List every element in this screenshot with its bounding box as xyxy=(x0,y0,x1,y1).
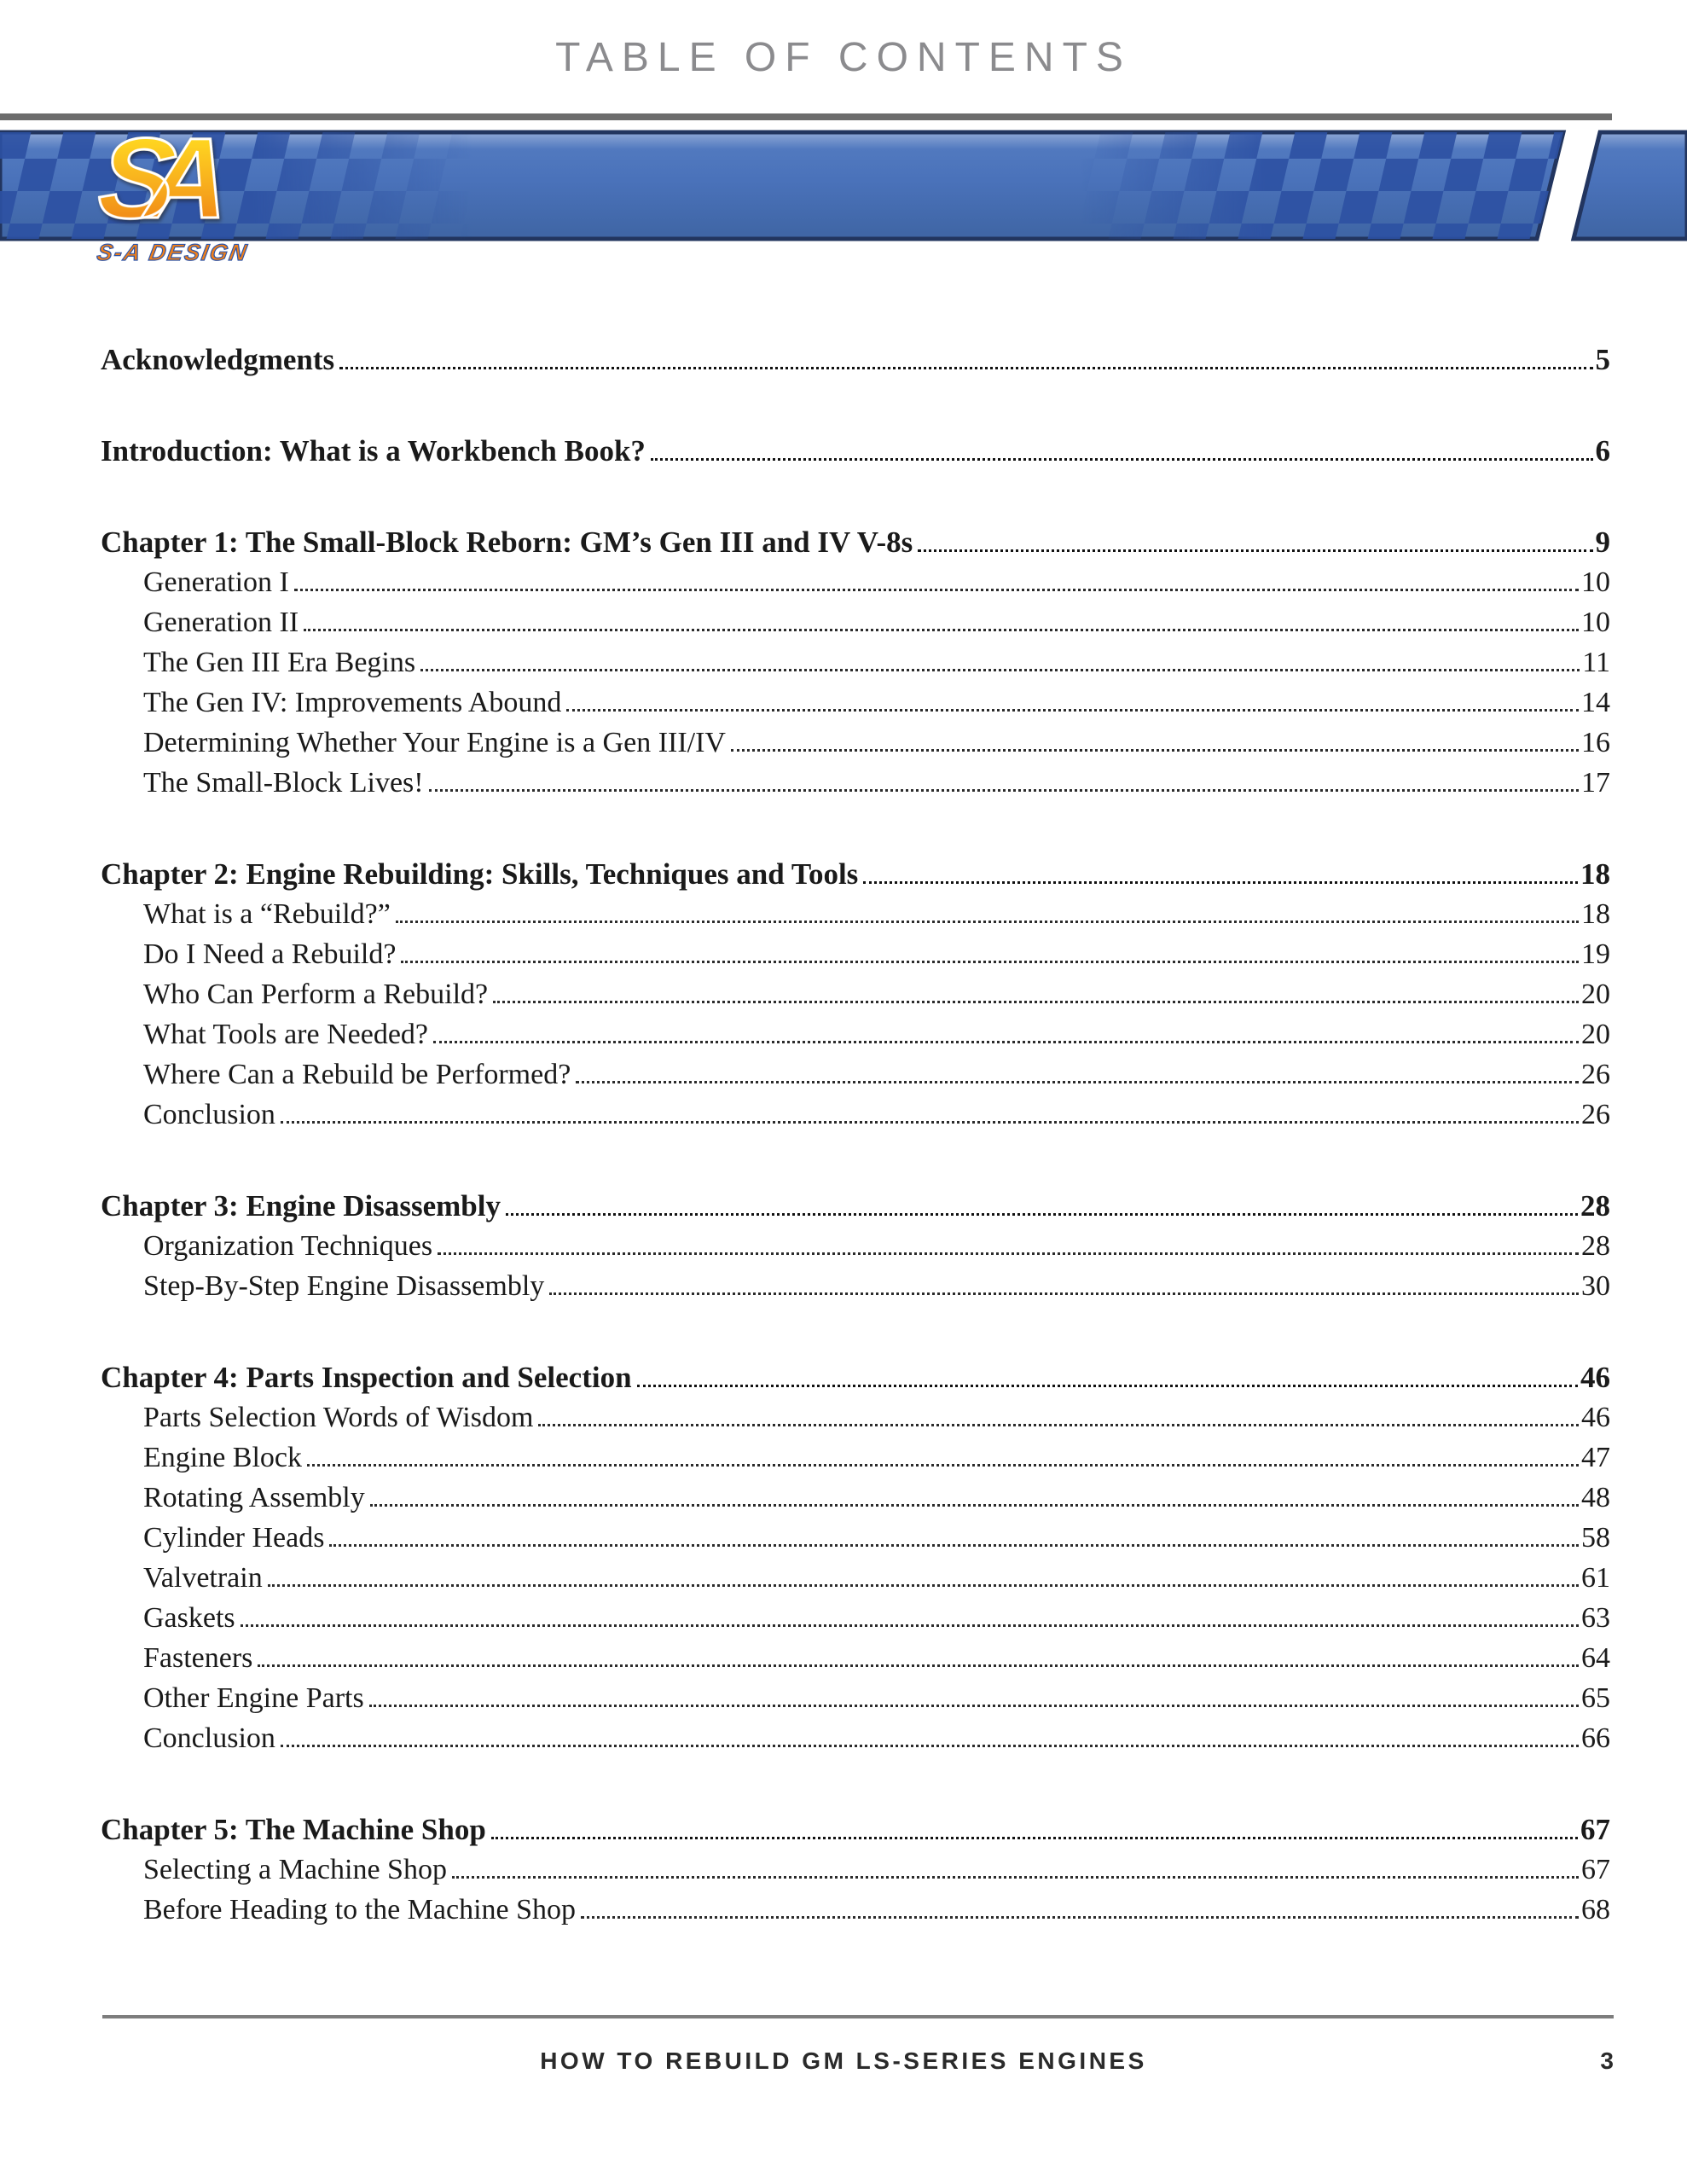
toc-dot-leader xyxy=(294,586,1579,591)
toc-entry-page: 26 xyxy=(1581,1059,1610,1090)
toc-entry-label: Chapter 3: Engine Disassembly xyxy=(101,1189,501,1223)
toc-entry xyxy=(101,1266,1610,1306)
toc-dot-leader xyxy=(268,1582,1579,1587)
toc-entry xyxy=(101,1438,1610,1478)
toc-entry-page: 6 xyxy=(1595,434,1610,468)
sa-design-logo xyxy=(95,115,273,242)
toc-entry-page: 16 xyxy=(1581,727,1610,758)
toc-entry xyxy=(101,522,1610,562)
toc-dot-leader xyxy=(538,1421,1579,1426)
toc-entry-label: Generation I xyxy=(143,566,289,598)
toc-entry-label: The Gen IV: Improvements Abound xyxy=(143,687,562,718)
toc-dot-leader xyxy=(401,958,1579,963)
page-title: TABLE OF CONTENTS xyxy=(555,35,1132,80)
toc-entry-label: Chapter 1: The Small-Block Reborn: GM’s Gen III and IV V-8s xyxy=(101,526,913,559)
toc-dot-leader xyxy=(429,787,1579,792)
toc-dot-leader xyxy=(566,706,1579,712)
toc-entry-page: 61 xyxy=(1581,1562,1610,1594)
toc-entry-page: 64 xyxy=(1581,1642,1610,1674)
toc-entry xyxy=(101,340,1610,380)
toc-entry-label: Conclusion xyxy=(143,1099,275,1130)
toc-entry xyxy=(101,763,1610,803)
toc-entry-label: Generation II xyxy=(143,607,299,638)
toc-entry xyxy=(101,562,1610,602)
toc-entry-label: Selecting a Machine Shop xyxy=(143,1854,447,1885)
sa-monogram: SA xyxy=(95,115,205,242)
toc-entry xyxy=(101,1226,1610,1266)
toc-entry-label: The Gen III Era Begins xyxy=(143,647,416,678)
toc-entry-label: The Small-Block Lives! xyxy=(143,767,424,799)
toc-entry-page: 5 xyxy=(1595,343,1610,376)
toc-dot-leader xyxy=(581,1914,1579,1919)
toc-entry xyxy=(101,1718,1610,1758)
toc-dot-leader xyxy=(281,1742,1579,1747)
toc-entry xyxy=(101,1478,1610,1518)
toc-entry-page: 18 xyxy=(1581,898,1610,930)
footer-page-number: 3 xyxy=(1600,2048,1614,2074)
toc-dot-leader xyxy=(549,1290,1579,1295)
toc-entry-page: 19 xyxy=(1581,938,1610,970)
toc-entry-page: 20 xyxy=(1581,979,1610,1010)
toc-entry-page: 26 xyxy=(1581,1099,1610,1130)
toc-dot-leader xyxy=(241,1622,1579,1627)
toc-entry-page: 68 xyxy=(1581,1894,1610,1926)
toc-group xyxy=(101,522,1610,803)
toc-entry-page: 66 xyxy=(1581,1722,1610,1754)
toc-dot-leader xyxy=(258,1662,1579,1667)
toc-entry-label: Who Can Perform a Rebuild? xyxy=(143,979,489,1010)
toc-dot-leader xyxy=(329,1542,1579,1547)
toc-entry-page: 28 xyxy=(1580,1189,1610,1223)
toc-entry-page: 46 xyxy=(1580,1361,1610,1394)
toc-entry-label: Parts Selection Words of Wisdom xyxy=(143,1402,534,1433)
toc-entry xyxy=(101,431,1610,471)
toc-group xyxy=(101,1186,1610,1306)
toc-entry-label: Introduction: What is a Workbench Book? xyxy=(101,434,646,468)
sa-design-wordmark: S-A DESIGN xyxy=(95,240,251,265)
toc-dot-leader xyxy=(731,746,1579,752)
toc-entry xyxy=(101,1518,1610,1558)
header-divider xyxy=(0,113,1612,120)
toc-entry-label: Determining Whether Your Engine is a Gen III/IV xyxy=(143,727,726,758)
toc-entry-page: 65 xyxy=(1581,1682,1610,1714)
toc-dot-leader xyxy=(307,1461,1579,1467)
toc-entry-page: 46 xyxy=(1581,1402,1610,1433)
toc-entry-label: Acknowledgments xyxy=(101,343,335,376)
toc-entry xyxy=(101,1357,1610,1397)
toc-dot-leader xyxy=(420,666,1580,671)
toc-entry xyxy=(101,1678,1610,1718)
toc-entry xyxy=(101,894,1610,934)
toc-entry xyxy=(101,1598,1610,1638)
toc-entry-label: Conclusion xyxy=(143,1722,275,1754)
toc-list xyxy=(101,340,1610,1930)
toc-entry xyxy=(101,1186,1610,1226)
toc-entry xyxy=(101,1014,1610,1054)
toc-entry-label: What is a “Rebuild?” xyxy=(143,898,391,930)
toc-entry xyxy=(101,1558,1610,1598)
toc-entry-label: What Tools are Needed? xyxy=(143,1019,429,1050)
toc-dot-leader xyxy=(370,1502,1579,1507)
toc-entry-label: Chapter 4: Parts Inspection and Selection xyxy=(101,1361,632,1394)
toc-entry-page: 18 xyxy=(1580,857,1610,891)
toc-entry-label: Engine Block xyxy=(143,1442,303,1473)
toc-entry xyxy=(101,1054,1610,1095)
toc-entry xyxy=(101,723,1610,763)
toc-entry-page: 47 xyxy=(1581,1442,1610,1473)
toc-entry xyxy=(101,1397,1610,1438)
toc-dot-leader xyxy=(438,1250,1579,1255)
toc-entry xyxy=(101,1809,1610,1850)
toc-entry-page: 63 xyxy=(1581,1602,1610,1634)
toc-entry xyxy=(101,934,1610,974)
toc-entry-page: 20 xyxy=(1581,1019,1610,1050)
toc-entry-page: 67 xyxy=(1581,1854,1610,1885)
toc-entry-label: Before Heading to the Machine Shop xyxy=(143,1894,577,1926)
toc-entry-page: 9 xyxy=(1595,526,1610,559)
toc-entry-page: 10 xyxy=(1581,607,1610,638)
toc-entry-page: 48 xyxy=(1581,1482,1610,1513)
toc-dot-leader xyxy=(369,1702,1579,1707)
toc-group xyxy=(101,1809,1610,1930)
toc-entry-page: 58 xyxy=(1581,1522,1610,1554)
toc-entry xyxy=(101,1638,1610,1678)
toc-entry xyxy=(101,602,1610,642)
toc-entry-page: 67 xyxy=(1580,1813,1610,1846)
footer-book-title: HOW TO REBUILD GM LS-SERIES ENGINES xyxy=(540,2048,1147,2074)
footer-divider xyxy=(102,2015,1614,2018)
toc-entry xyxy=(101,1890,1610,1930)
toc-dot-leader xyxy=(637,1382,1578,1387)
toc-entry xyxy=(101,1850,1610,1890)
toc-entry-page: 28 xyxy=(1581,1230,1610,1262)
toc-entry xyxy=(101,854,1610,894)
toc-entry xyxy=(101,642,1610,682)
toc-group xyxy=(101,431,1610,471)
toc-dot-leader xyxy=(493,998,1579,1003)
toc-entry-page: 10 xyxy=(1581,566,1610,598)
toc-dot-leader xyxy=(651,456,1593,461)
toc-dot-leader xyxy=(491,1834,1578,1839)
toc-entry-label: Rotating Assembly xyxy=(143,1482,365,1513)
toc-entry-label: Valvetrain xyxy=(143,1562,263,1594)
toc-dot-leader xyxy=(396,918,1579,923)
toc-entry-label: Step-By-Step Engine Disassembly xyxy=(143,1270,545,1302)
banner-right-fragment xyxy=(1574,132,1687,239)
toc-entry-page: 30 xyxy=(1581,1270,1610,1302)
toc-entry-page: 17 xyxy=(1581,767,1610,799)
toc-group xyxy=(101,340,1610,380)
toc-dot-leader xyxy=(304,626,1579,631)
toc-entry-label: Fasteners xyxy=(143,1642,253,1674)
toc-dot-leader xyxy=(433,1038,1579,1043)
toc-entry-label: Organization Techniques xyxy=(143,1230,433,1262)
toc-dot-leader xyxy=(506,1211,1578,1216)
toc-dot-leader xyxy=(576,1078,1579,1083)
toc-group xyxy=(101,854,1610,1135)
toc-entry-label: Gaskets xyxy=(143,1602,235,1634)
toc-dot-leader xyxy=(918,547,1592,552)
toc-dot-leader xyxy=(339,364,1592,369)
toc-entry-label: Chapter 2: Engine Rebuilding: Skills, Techniques and Tools xyxy=(101,857,859,891)
toc-entry xyxy=(101,974,1610,1014)
toc-group xyxy=(101,1357,1610,1758)
toc-entry-label: Where Can a Rebuild be Performed? xyxy=(143,1059,571,1090)
toc-entry xyxy=(101,682,1610,723)
toc-dot-leader xyxy=(863,879,1578,884)
toc-entry-label: Cylinder Heads xyxy=(143,1522,325,1554)
toc-entry-label: Other Engine Parts xyxy=(143,1682,364,1714)
toc-entry-page: 14 xyxy=(1581,687,1610,718)
toc-entry-label: Do I Need a Rebuild? xyxy=(143,938,397,970)
toc-entry xyxy=(101,1095,1610,1135)
toc-entry-label: Chapter 5: The Machine Shop xyxy=(101,1813,486,1846)
toc-dot-leader xyxy=(281,1118,1579,1124)
toc-dot-leader xyxy=(452,1873,1579,1879)
toc-entry-page: 11 xyxy=(1582,647,1610,678)
